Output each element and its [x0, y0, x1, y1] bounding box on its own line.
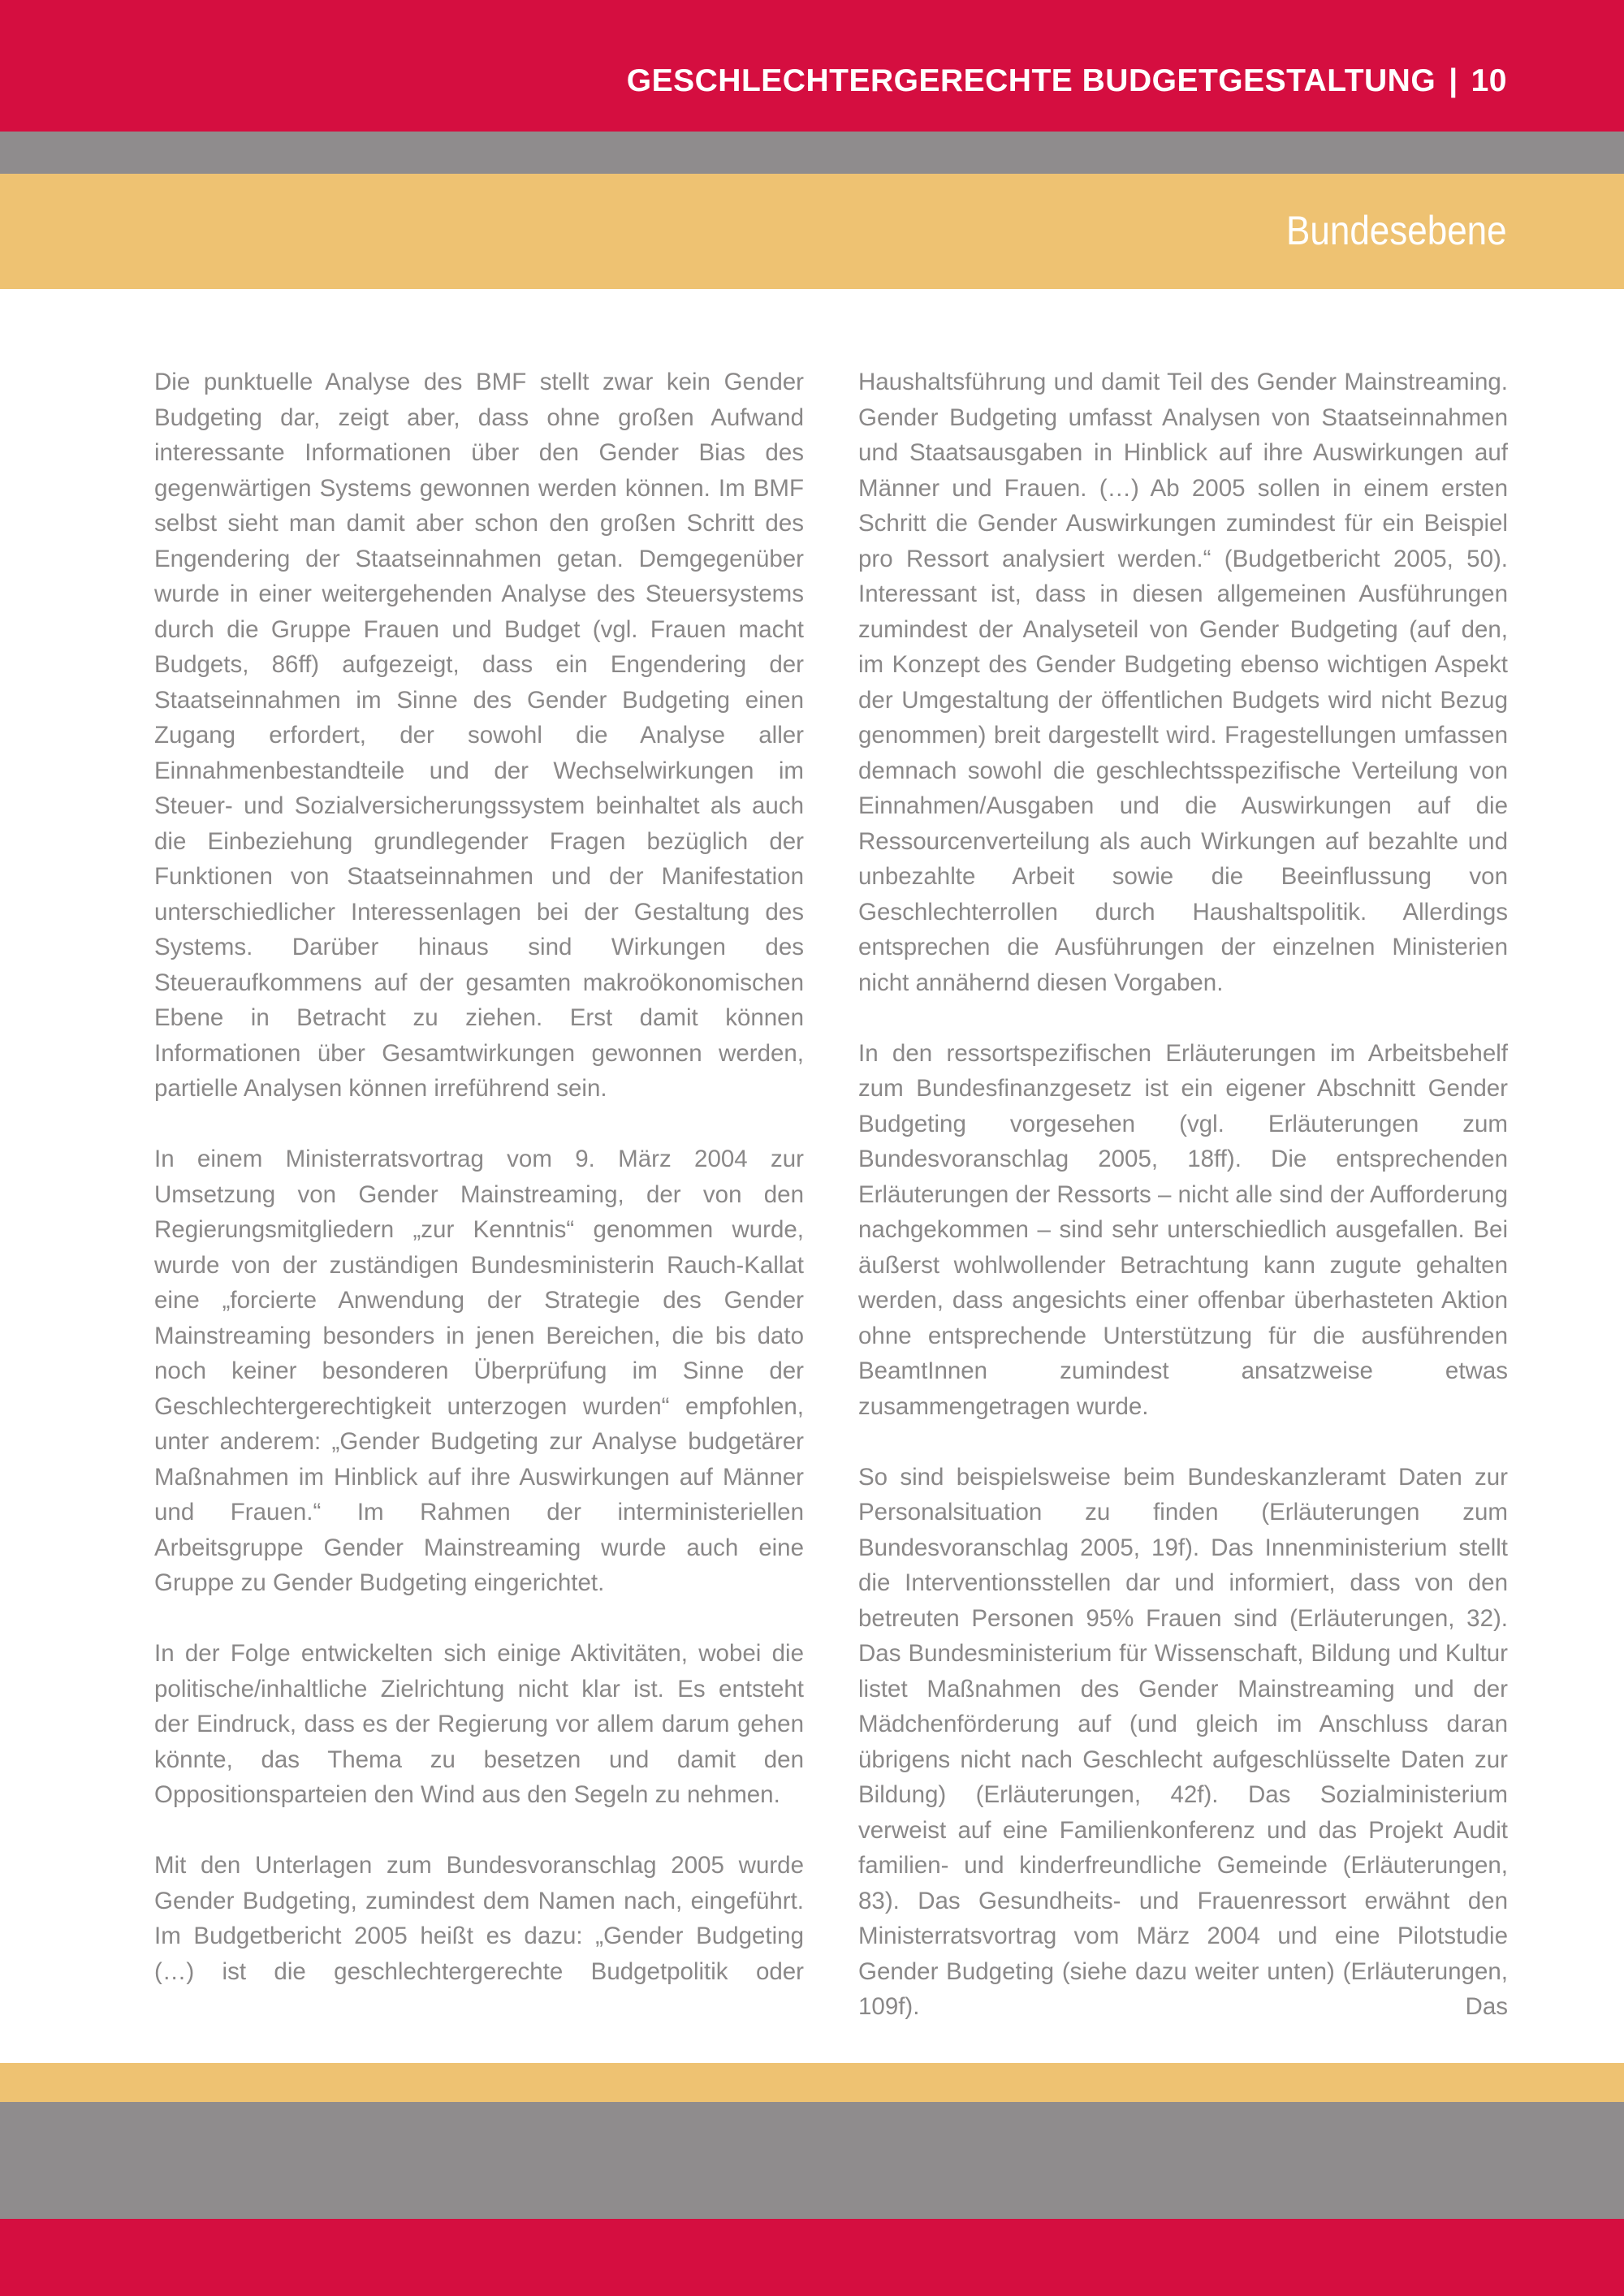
- right-text-column: [858, 365, 1508, 2025]
- paragraph: In den ressortspezifischen Erläuterungen im Arbeitsbehelf zum Bundesfinanzgesetz ist ein eigener Abschnitt Gender Budgeting vorgesehen (vgl. Erläuterungen zum Bundesvoranschlag 2005, 18ff). Die entsprechenden Erläuterungen der Ressorts – nicht alle sind der Aufforderung nachgekommen – sind sehr unterschiedlich ausgefallen. Bei äußerst wohlwollender Betrachtung kann zugute gehalten werden, dass angesichts einer offenbar überhasteten Aktion ohne entsprechende Unterstützung für die ausführenden BeamtInnen zumindest ansatzweise etwas zusammengetragen wurde.: [858, 1039, 1508, 1420]
- left-text-column: [154, 365, 804, 1989]
- header-gray-band: [0, 132, 1624, 174]
- section-title: Bundesebene: [1286, 208, 1507, 253]
- paragraph: So sind beispielsweise beim Bundeskanzleramt Daten zur Personalsituation zu finden (Erläuterungen zum Bundesvoranschlag 2005, 19f). Das Innenministerium stellt die Interventionsstellen dar und informiert, dass von den betreuten Personen 95% Frauen sind (Erläuterungen, 32). Das Bundesministerium für Wissenschaft, Bildung und Kultur listet Maßnahmen des Gender Mainstreaming und der Mädchenförderung auf (und gleich im Anschluss daran übrigens nicht nach Geschlecht aufgeschlüsselte Daten zur Bildung) (Erläuterungen, 42f). Das Sozialministerium verweist auf eine Familienkonferenz und das Projekt Audit familien- und kinderfreundliche Gemeinde (Erläuterungen, 83). Das Gesundheits- und Frauenressort erwähnt den Ministerratsvortrag vom März 2004 und eine Pilotstudie Gender Budgeting (siehe dazu weiter unten) (Erläuterungen, 109f). Das: [858, 1463, 1508, 2020]
- footer-gold-band: [0, 2063, 1624, 2102]
- page-number: 10: [1471, 63, 1507, 98]
- paragraph: Die punktuelle Analyse des BMF stellt zwar kein Gender Budgeting dar, zeigt aber, dass ohne großen Aufwand interessante Informationen über den Gender Bias des gegenwärtigen Systems gewonnen werden können. Im BMF selbst sieht man damit aber schon den großen Schritt des Engendering der Staatseinnahmen getan. Demgegenüber wurde in einer weitergehenden Analyse des Steuersystems durch die Gruppe Frauen und Budget (vgl. Frauen macht Budgets, 86ff) aufgezeigt, dass ein Engendering der Staatseinnahmen im Sinne des Gender Budgeting einen Zugang erfordert, der sowohl die Analyse aller Einnahmenbestandteile und der Wechselwirkungen im Steuer- und Sozialversicherungssystem beinhaltet als auch die Einbeziehung grundlegender Fragen bezüglich der Funktionen von Staatseinnahmen und der Manifestation unterschiedlicher Interessenlagen bei der Gestaltung des Systems. Darüber hinaus sind Wirkungen des Steueraufkommens auf der gesamten makroökonomischen Ebene in Betracht zu ziehen. Erst damit können Informationen über Gesamtwirkungen gewonnen werden, partielle Analysen können irreführend sein.: [154, 369, 804, 1102]
- header-separator: |: [1449, 63, 1458, 98]
- paragraph: In einem Ministerratsvortrag vom 9. März 2004 zur Umsetzung von Gender Mainstreaming, der von den Regierungsmitgliedern „zur Kenntnis“ genommen wurde, wurde von der zuständigen Bundesministerin Rauch-Kallat eine „forcierte Anwendung der Strategie des Gender Mainstreaming besonders in jenen Bereichen, die bis dato noch keiner besonderen Überprüfung im Sinne der Geschlechtergerechtigkeit unterzogen wurden“ empfohlen, unter anderem: „Gender Budgeting zur Analyse budgetärer Maßnahmen im Hinblick auf ihre Auswirkungen auf Männer und Frauen.“ Im Rahmen der interministeriellen Arbeitsgruppe Gender Mainstreaming wurde auch eine Gruppe zu Gender Budgeting eingerichtet.: [154, 1146, 804, 1596]
- running-header: [627, 63, 1507, 99]
- document-title: GESCHLECHTERGERECHTE BUDGETGESTALTUNG: [626, 63, 1436, 98]
- paragraph: Mit den Unterlagen zum Bundesvoranschlag 2005 wurde Gender Budgeting, zumindest dem Namen nach, eingeführt. Im Budgetbericht 2005 heißt es dazu: „Gender Budgeting (…) ist die geschlechtergerechte Budgetpolitik oder: [154, 1852, 804, 1985]
- paragraph: Haushaltsführung und damit Teil des Gender Mainstreaming. Gender Budgeting umfasst Analysen von Staatseinnahmen und Staatsausgaben in Hinblick auf ihre Auswirkungen auf Männer und Frauen. (…) Ab 2005 sollen in einem ersten Schritt die Gender Auswirkungen zumindest für ein Beispiel pro Ressort analysiert werden.“ (Budgetbericht 2005, 50). Interessant ist, dass in diesen allgemeinen Ausführungen zumindest der Analyseteil von Gender Budgeting (auf den, im Konzept des Gender Budgeting ebenso wichtigen Aspekt der Umgestaltung der öffentlichen Budgets wird nicht Bezug genommen) breit dargestellt wird. Fragestellungen umfassen demnach sowohl die geschlechtsspezifische Verteilung von Einnahmen/Ausgaben und die Auswirkungen auf die Ressourcenverteilung als auch Wirkungen auf bezahlte und unbezahlte Arbeit sowie die Beeinflussung von Geschlechterrollen durch Haushaltspolitik. Allerdings entsprechen die Ausführungen der einzelnen Ministerien nicht annähernd diesen Vorgaben.: [858, 369, 1508, 996]
- paragraph: In der Folge entwickelten sich einige Aktivitäten, wobei die politische/inhaltliche Zielrichtung nicht klar ist. Es entsteht der Eindruck, dass es der Regierung vor allem darum gehen könnte, das Thema zu besetzen und damit den Oppositionsparteien den Wind aus den Segeln zu nehmen.: [154, 1640, 804, 1808]
- footer-red-band: [0, 2219, 1624, 2296]
- footer-gray-band: [0, 2102, 1624, 2219]
